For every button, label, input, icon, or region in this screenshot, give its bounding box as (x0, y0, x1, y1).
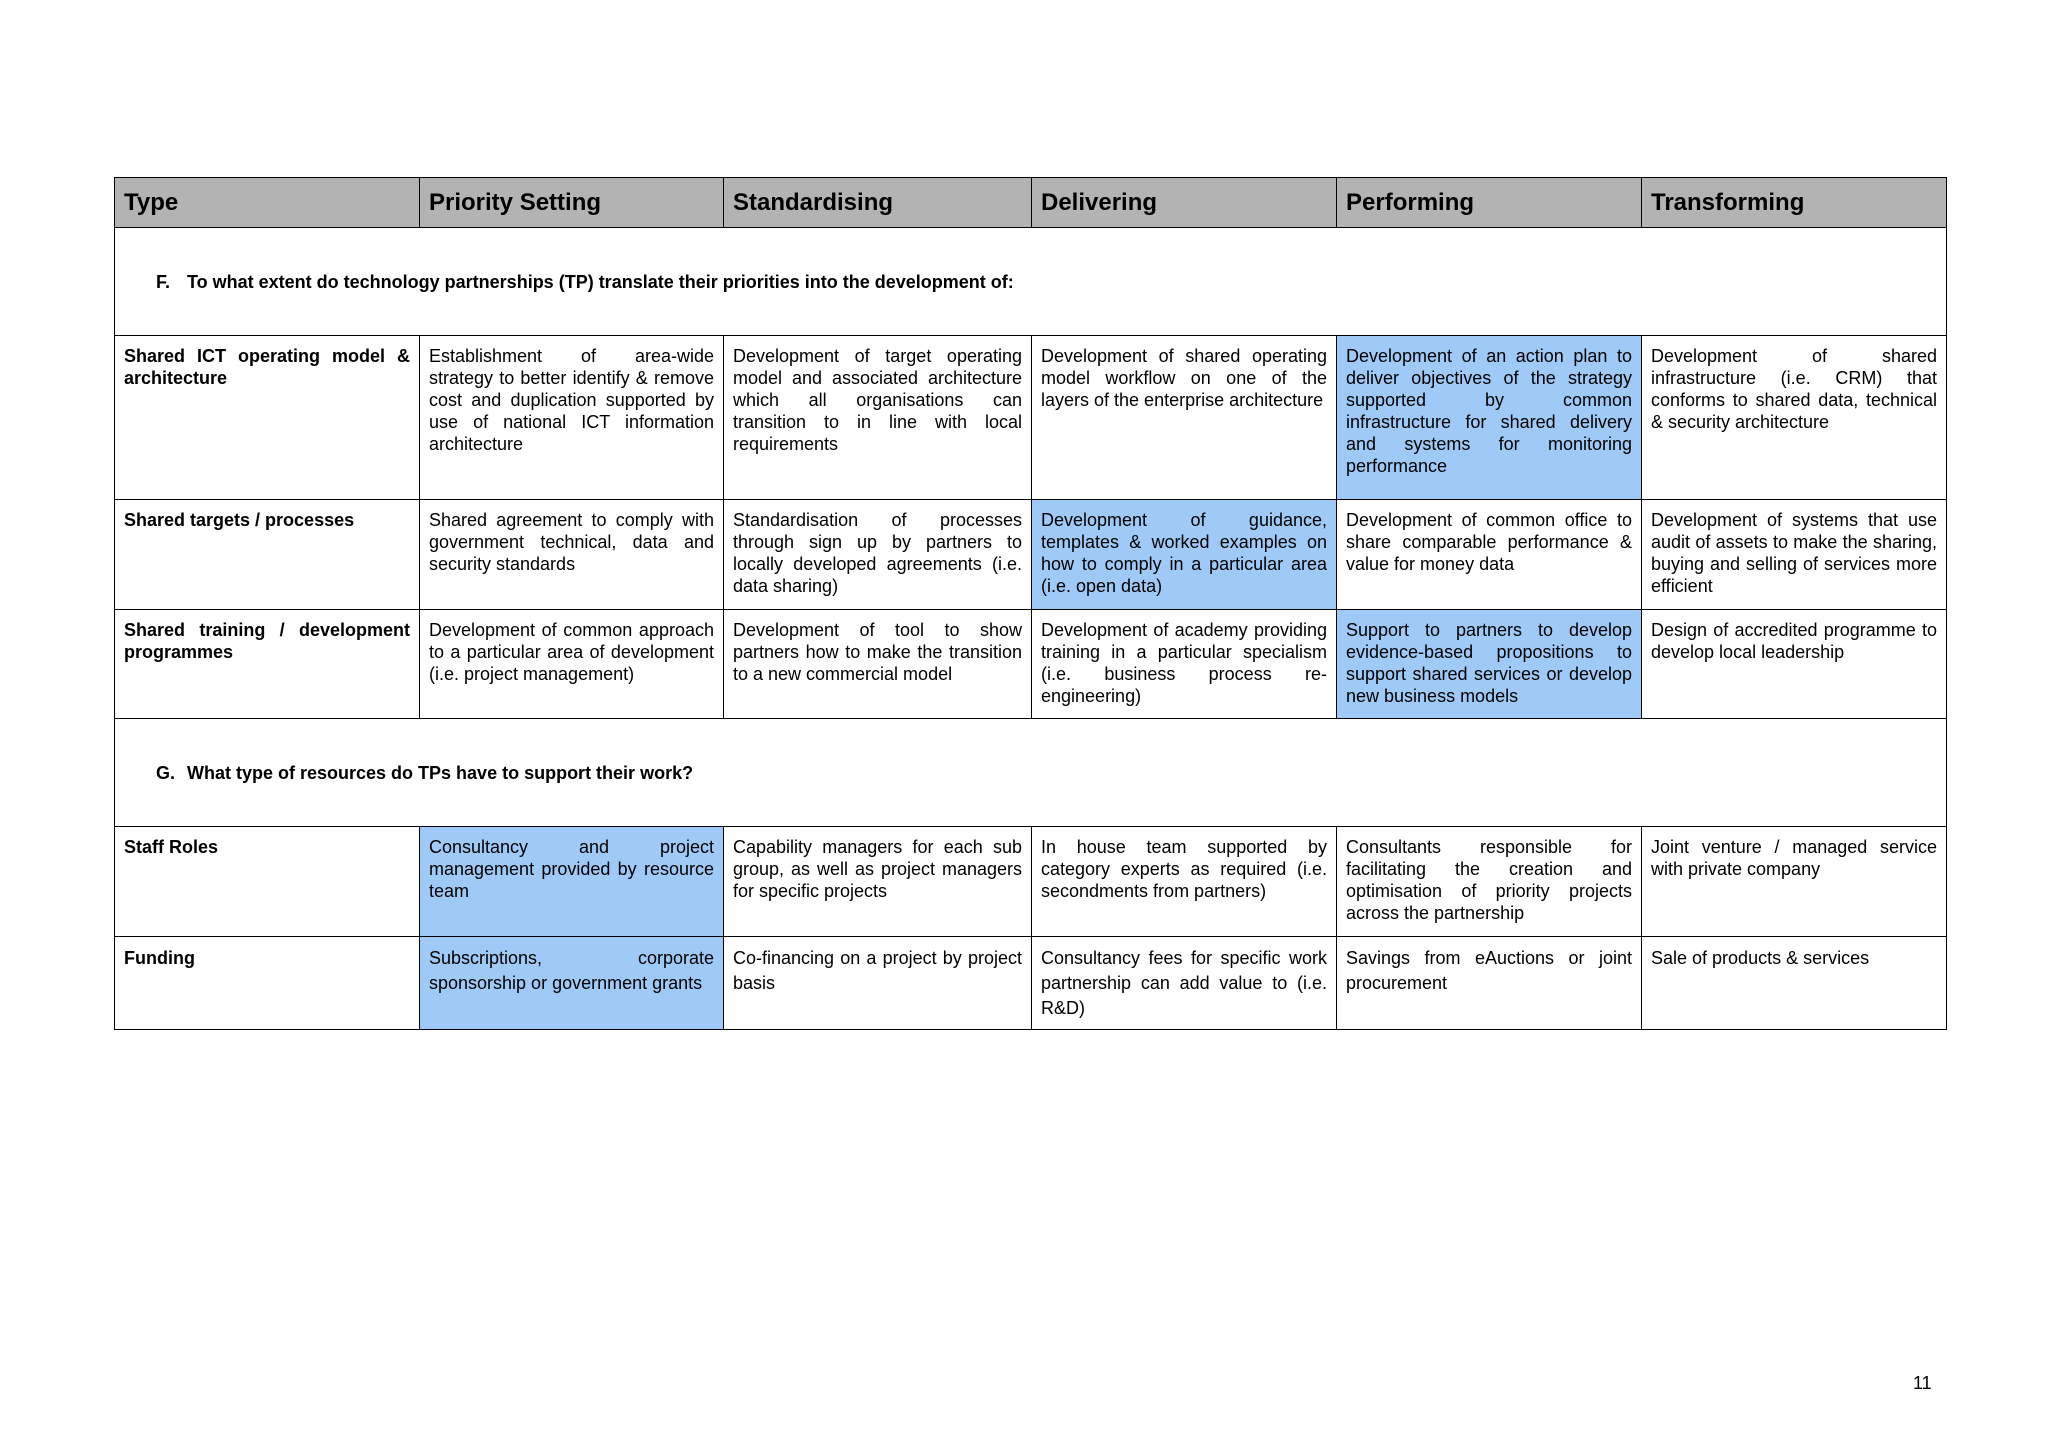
table-cell: Development of academy providing training in a particular specialism (i.e. business process re-engineering) (1032, 610, 1337, 719)
table-row (115, 500, 1947, 610)
section-letter: G. (156, 762, 176, 783)
section-row-g (115, 719, 1947, 827)
maturity-matrix-table (114, 177, 1947, 1030)
table-cell: Co-financing on a project by project basis (724, 937, 1032, 1030)
table-cell-highlighted: Subscriptions, corporate sponsorship or government grants (420, 937, 724, 1030)
table-cell: Development of shared infrastructure (i.e. CRM) that conforms to shared data, technical & security architecture (1642, 336, 1947, 500)
section-heading-g (115, 719, 1947, 827)
table-cell: Savings from eAuctions or joint procurement (1337, 937, 1642, 1030)
header-priority-setting: Priority Setting (420, 178, 724, 228)
row-type-label: Staff Roles (115, 827, 420, 937)
table-cell: Establishment of area-wide strategy to better identify & remove cost and duplication supported by use of national ICT information architecture (420, 336, 724, 500)
table-cell: Development of tool to show partners how to make the transition to a new commercial model (724, 610, 1032, 719)
table-row (115, 827, 1947, 937)
table-cell: Consultants responsible for facilitating the creation and optimisation of priority projects across the partnership (1337, 827, 1642, 937)
header-performing: Performing (1337, 178, 1642, 228)
section-question: What type of resources do TPs have to support their work? (187, 762, 694, 783)
table-cell-highlighted: Consultancy and project management provided by resource team (420, 827, 724, 937)
header-type: Type (115, 178, 420, 228)
table-cell: Sale of products & services (1642, 937, 1947, 1030)
header-row (115, 178, 1947, 228)
row-type-label: Shared targets / processes (115, 500, 420, 610)
table-cell-highlighted: Development of an action plan to deliver objectives of the strategy supported by common infrastructure for shared delivery and systems for monitoring performance (1337, 336, 1642, 500)
table-row (115, 937, 1947, 1030)
table-row (115, 336, 1947, 500)
section-heading-f (115, 228, 1947, 336)
section-question: To what extent do technology partnerships (TP) translate their priorities into the development of: (187, 271, 1014, 292)
table-cell: Development of shared operating model workflow on one of the layers of the enterprise architecture (1032, 336, 1337, 500)
table-cell: Development of target operating model and associated architecture which all organisations can transition to in line with local requirements (724, 336, 1032, 500)
header-transforming: Transforming (1642, 178, 1947, 228)
header-delivering: Delivering (1032, 178, 1337, 228)
table-cell: Development of common approach to a particular area of development (i.e. project management) (420, 610, 724, 719)
table-cell: Shared agreement to comply with government technical, data and security standards (420, 500, 724, 610)
table-cell-highlighted: Development of guidance, templates & worked examples on how to comply in a particular area (i.e. open data) (1032, 500, 1337, 610)
page-number: 11 (1913, 1373, 1932, 1393)
table-cell: Standardisation of processes through sign up by partners to locally developed agreements (i.e. data sharing) (724, 500, 1032, 610)
table-cell: Capability managers for each sub group, as well as project managers for specific projects (724, 827, 1032, 937)
table-cell: Development of common office to share comparable performance & value for money data (1337, 500, 1642, 610)
section-row-f (115, 228, 1947, 336)
table-cell: Joint venture / managed service with private company (1642, 827, 1947, 937)
row-type-label: Funding (115, 937, 420, 1030)
table-cell: Design of accredited programme to develop local leadership (1642, 610, 1947, 719)
row-type-label: Shared training / development programmes (115, 610, 420, 719)
section-letter: F. (156, 271, 171, 292)
header-standardising: Standardising (724, 178, 1032, 228)
table-cell: Development of systems that use audit of assets to make the sharing, buying and selling of services more efficient (1642, 500, 1947, 610)
table-cell: Consultancy fees for specific work partnership can add value to (i.e. R&D) (1032, 937, 1337, 1030)
row-type-label: Shared ICT operating model & architecture (115, 336, 420, 500)
table-cell-highlighted: Support to partners to develop evidence-based propositions to support shared services or develop new business models (1337, 610, 1642, 719)
table-cell: In house team supported by category experts as required (i.e. secondments from partners) (1032, 827, 1337, 937)
table-row (115, 610, 1947, 719)
